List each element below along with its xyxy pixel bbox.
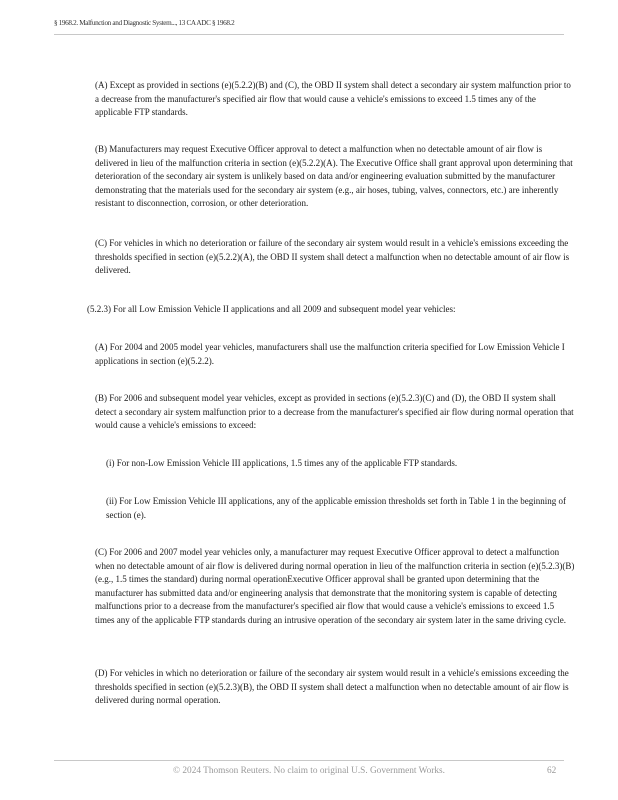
paragraph-5-2-2-a: (A) Except as provided in sections (e)(5.2.2)(B) and (C), the OBD II system shall detect a secondary air system malfunction prior to a decrease from the manufacturer's specified air flow that would cause a vehicle's emissions to exceed 1.5 times any of the applicable FTP standards.	[95, 80, 571, 118]
paragraph-5-2-2-b: (B) Manufacturers may request Executive Officer approval to detect a malfunction when no detectable amount of air flow is delivered in lieu of the malfunction criteria in section (e)(5.2.2)(A). The Executive Office shall grant approval upon determining that deterioration of the secondary air system is unlikely based on data and/or engineering evaluation submitted by the manufacturer demonstrating that the materials used for the secondary air system (e.g., air hoses, tubing, valves, connectors, etc.) are inherently resistant to disconnection, corrosion, or other deterioration.	[95, 144, 573, 209]
footer-divider	[54, 760, 564, 761]
footer-copyright: © 2024 Thomson Reuters. No claim to original U.S. Government Works.	[173, 766, 445, 776]
paragraph-5-2-3: (5.2.3) For all Low Emission Vehicle II applications and all 2009 and subsequent model year vehicles:	[87, 304, 456, 314]
header-divider	[54, 34, 564, 35]
document-header-citation: § 1968.2. Malfunction and Diagnostic System..., 13 CA ADC § 1968.2	[54, 19, 235, 27]
paragraph-5-2-3-b-ii: (ii) For Low Emission Vehicle III applications, any of the applicable emission thresholds set forth in Table 1 in the beginning of section (e).	[106, 496, 566, 520]
paragraph-5-2-3-c: (C) For 2006 and 2007 model year vehicles only, a manufacturer may request Executive Officer approval to detect a malfunction when no detectable amount of air flow is delivered during normal operation in lieu of the malfunction criteria in section (e)(5.2.3)(B) (e.g., 1.5 times the standard) during normal operationExecutive Officer approval shall be granted upon determining that the manufacturer has submitted data and/or engineering analysis that demonstrate that the monitoring system is capable of detecting malfunctions prior to a decrease from the manufacturer's specified air flow that would cause a vehicle's emissions to exceed 1.5 times any of the applicable FTP standards during an intrusive operation of the secondary air system later in the same driving cycle.	[95, 547, 575, 625]
page-number: 62	[547, 766, 557, 776]
paragraph-5-2-3-b: (B) For 2006 and subsequent model year vehicles, except as provided in sections (e)(5.2.3)(C) and (D), the OBD II system shall detect a secondary air system malfunction prior to a decrease from the manufacturer's specified air flow during normal operation that would cause a vehicle's emissions to exceed:	[95, 393, 574, 431]
paragraph-5-2-3-b-i: (i) For non-Low Emission Vehicle III applications, 1.5 times any of the applicable FTP standards.	[106, 458, 458, 468]
paragraph-5-2-3-d: (D) For vehicles in which no deterioration or failure of the secondary air system would result in a vehicle's emissions exceeding the thresholds specified in section (e)(5.2.3)(B), the OBD II system shall detect a malfunction when no detectable amount of air flow is delivered during normal operation.	[95, 668, 569, 706]
paragraph-5-2-3-a: (A) For 2004 and 2005 model year vehicles, manufacturers shall use the malfunction criteria specified for Low Emission Vehicle I applications in section (e)(5.2.2).	[95, 342, 565, 366]
paragraph-5-2-2-c: (C) For vehicles in which no deterioration or failure of the secondary air system would result in a vehicle's emissions exceeding the thresholds specified in section (e)(5.2.2)(A), the OBD II system shall detect a malfunction when no detectable amount of air flow is delivered.	[95, 238, 570, 276]
